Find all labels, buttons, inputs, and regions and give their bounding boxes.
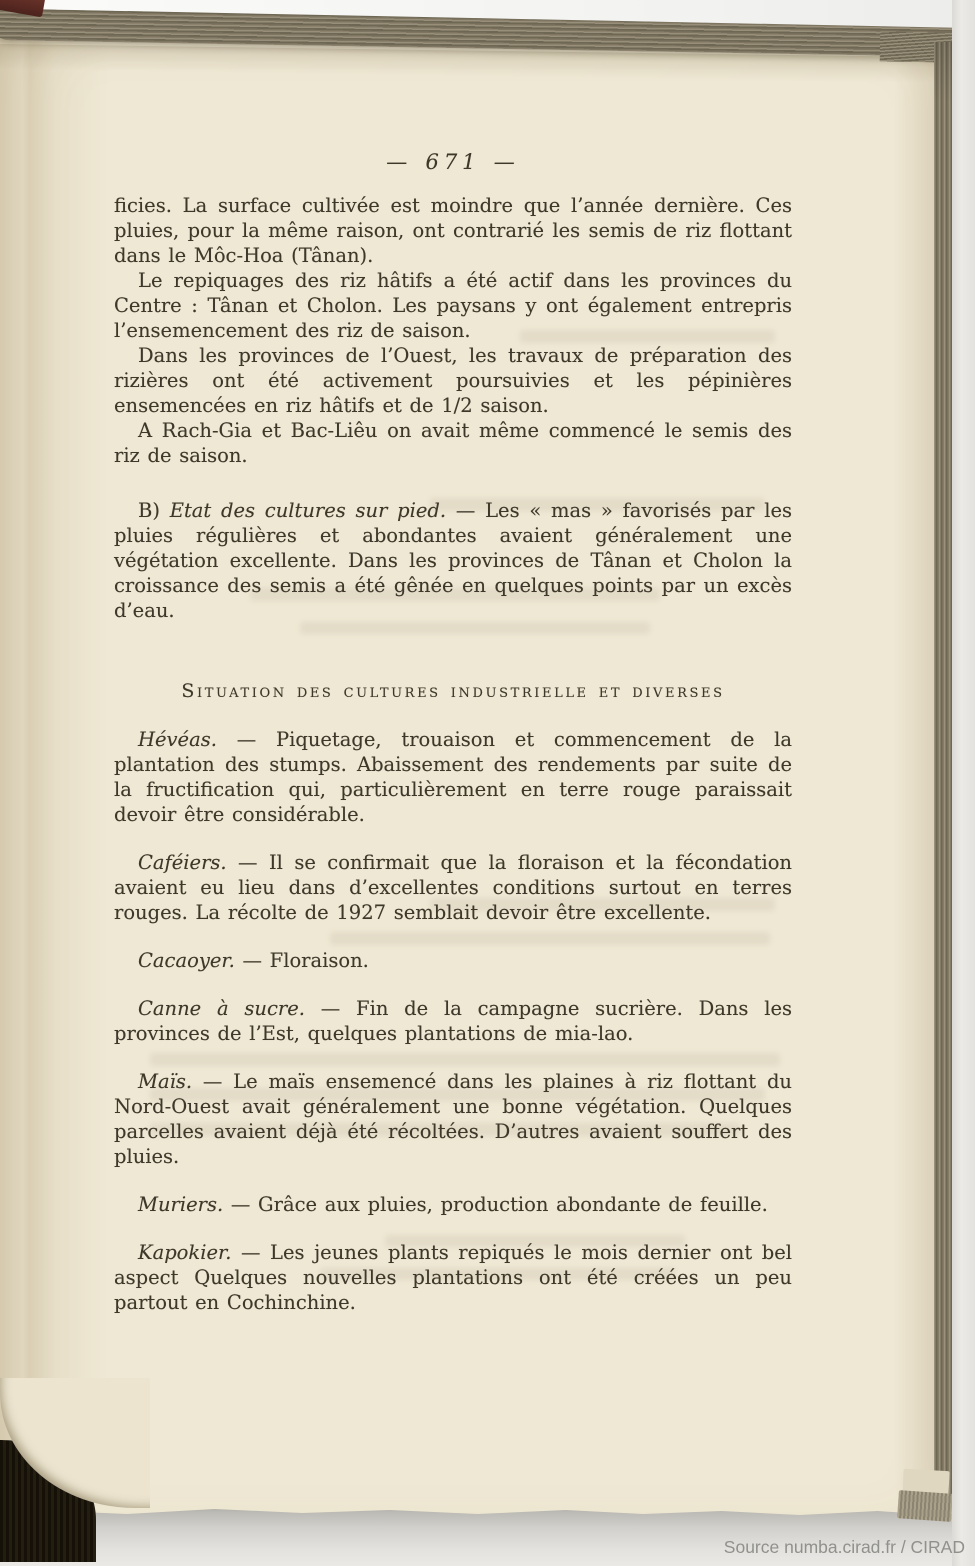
page-gutter-shading: [0, 30, 110, 1506]
paragraph-lead: Maïs.: [138, 1070, 193, 1093]
source-watermark: Source numba.cirad.fr / CIRAD: [723, 1537, 965, 1557]
crop-paragraph: Kapokier. — Les jeunes plants repiqués le mois dernier ont bel aspect Quelques nouvelles plantations ont été créées un peu partout en Cochinchine.: [114, 1241, 792, 1314]
crop-paragraphs: [114, 727, 792, 1315]
crop-paragraph: Muriers. — Grâce aux pluies, production abondante de feuille.: [138, 1193, 768, 1216]
background-right: [952, 0, 975, 1566]
section-heading: Situation des cultures industrielle et diverses: [181, 680, 725, 702]
intro-paragraphs: [114, 193, 792, 623]
page-number: — 671 —: [386, 150, 520, 174]
paragraph: Dans les provinces de l’Ouest, les travaux de préparation des rizières ont été activement poursuivies et les pépinières ensemencées en riz hâtifs et de 1/2 saison.: [114, 344, 792, 417]
paragraph-lead: Canne à sucre.: [138, 997, 305, 1020]
paragraph: Le repiquages des riz hâtifs a été actif dans les provinces du Centre : Tânan et Cholon. Les paysans y ont également entrepris l’ensemencement des riz de saison.: [114, 269, 792, 342]
page-edges-right: [934, 42, 952, 1504]
paragraph-lead: Caféiers.: [138, 851, 227, 874]
paragraph: A Rach-Gia et Bac-Liêu on avait même commencé le semis des riz de saison.: [114, 419, 792, 467]
paragraph: ficies. La surface cultivée est moindre que l’année dernière. Ces pluies, pour la même raison, ont contrarié les semis de riz flottant dans le Môc-Hoa (Tânan).: [114, 194, 792, 267]
paragraph-lead: Kapokier.: [138, 1241, 232, 1264]
paragraph-lead: Muriers.: [138, 1193, 224, 1216]
page-right-shadow: [894, 60, 934, 1496]
paragraph-lead: Hévéas.: [138, 728, 217, 751]
page-stack-corner-dark: [897, 1490, 953, 1522]
crop-paragraph: Cacaoyer. — Floraison.: [138, 949, 369, 972]
paragraph-lead: Etat des cultures sur pied.: [169, 499, 447, 522]
crop-paragraph: Maïs. — Le maïs ensemencé dans les plaines à riz flottant du Nord-Ouest avait généralement une bonne végétation. Quelques parcelles avaient déjà été récoltées. D’autres avaient souffert des pluies.: [114, 1070, 792, 1168]
crop-paragraph: Caféiers. — Il se confirmait que la floraison et la fécondation avaient eu lieu dans d’excellentes conditions surtout en terres rouges. La récolte de 1927 semblait devoir être excellente.: [114, 851, 792, 924]
paragraph: B) Etat des cultures sur pied. — Les « mas » favorisés par les pluies régulières et abondantes avaient généralement une végétation excellente. Dans les provinces de Tânan et Cholon la croissance des semis a été gênée en quelques points par un excès d’eau.: [114, 499, 793, 622]
crop-paragraph: Canne à sucre. — Fin de la campagne sucrière. Dans les provinces de l’Est, quelques plantations de mia-lao.: [114, 997, 792, 1045]
paragraph-lead: Cacaoyer.: [138, 949, 235, 972]
paragraph-prefix: B): [138, 499, 170, 522]
crop-paragraph: Hévéas. — Piquetage, trouaison et commencement de la plantation des stumps. Abaissement des rendements par suite de la fructification qui, particulièrement en terre rouge paraissait devoir être considérable.: [114, 728, 792, 826]
page-content: [114, 150, 792, 1315]
